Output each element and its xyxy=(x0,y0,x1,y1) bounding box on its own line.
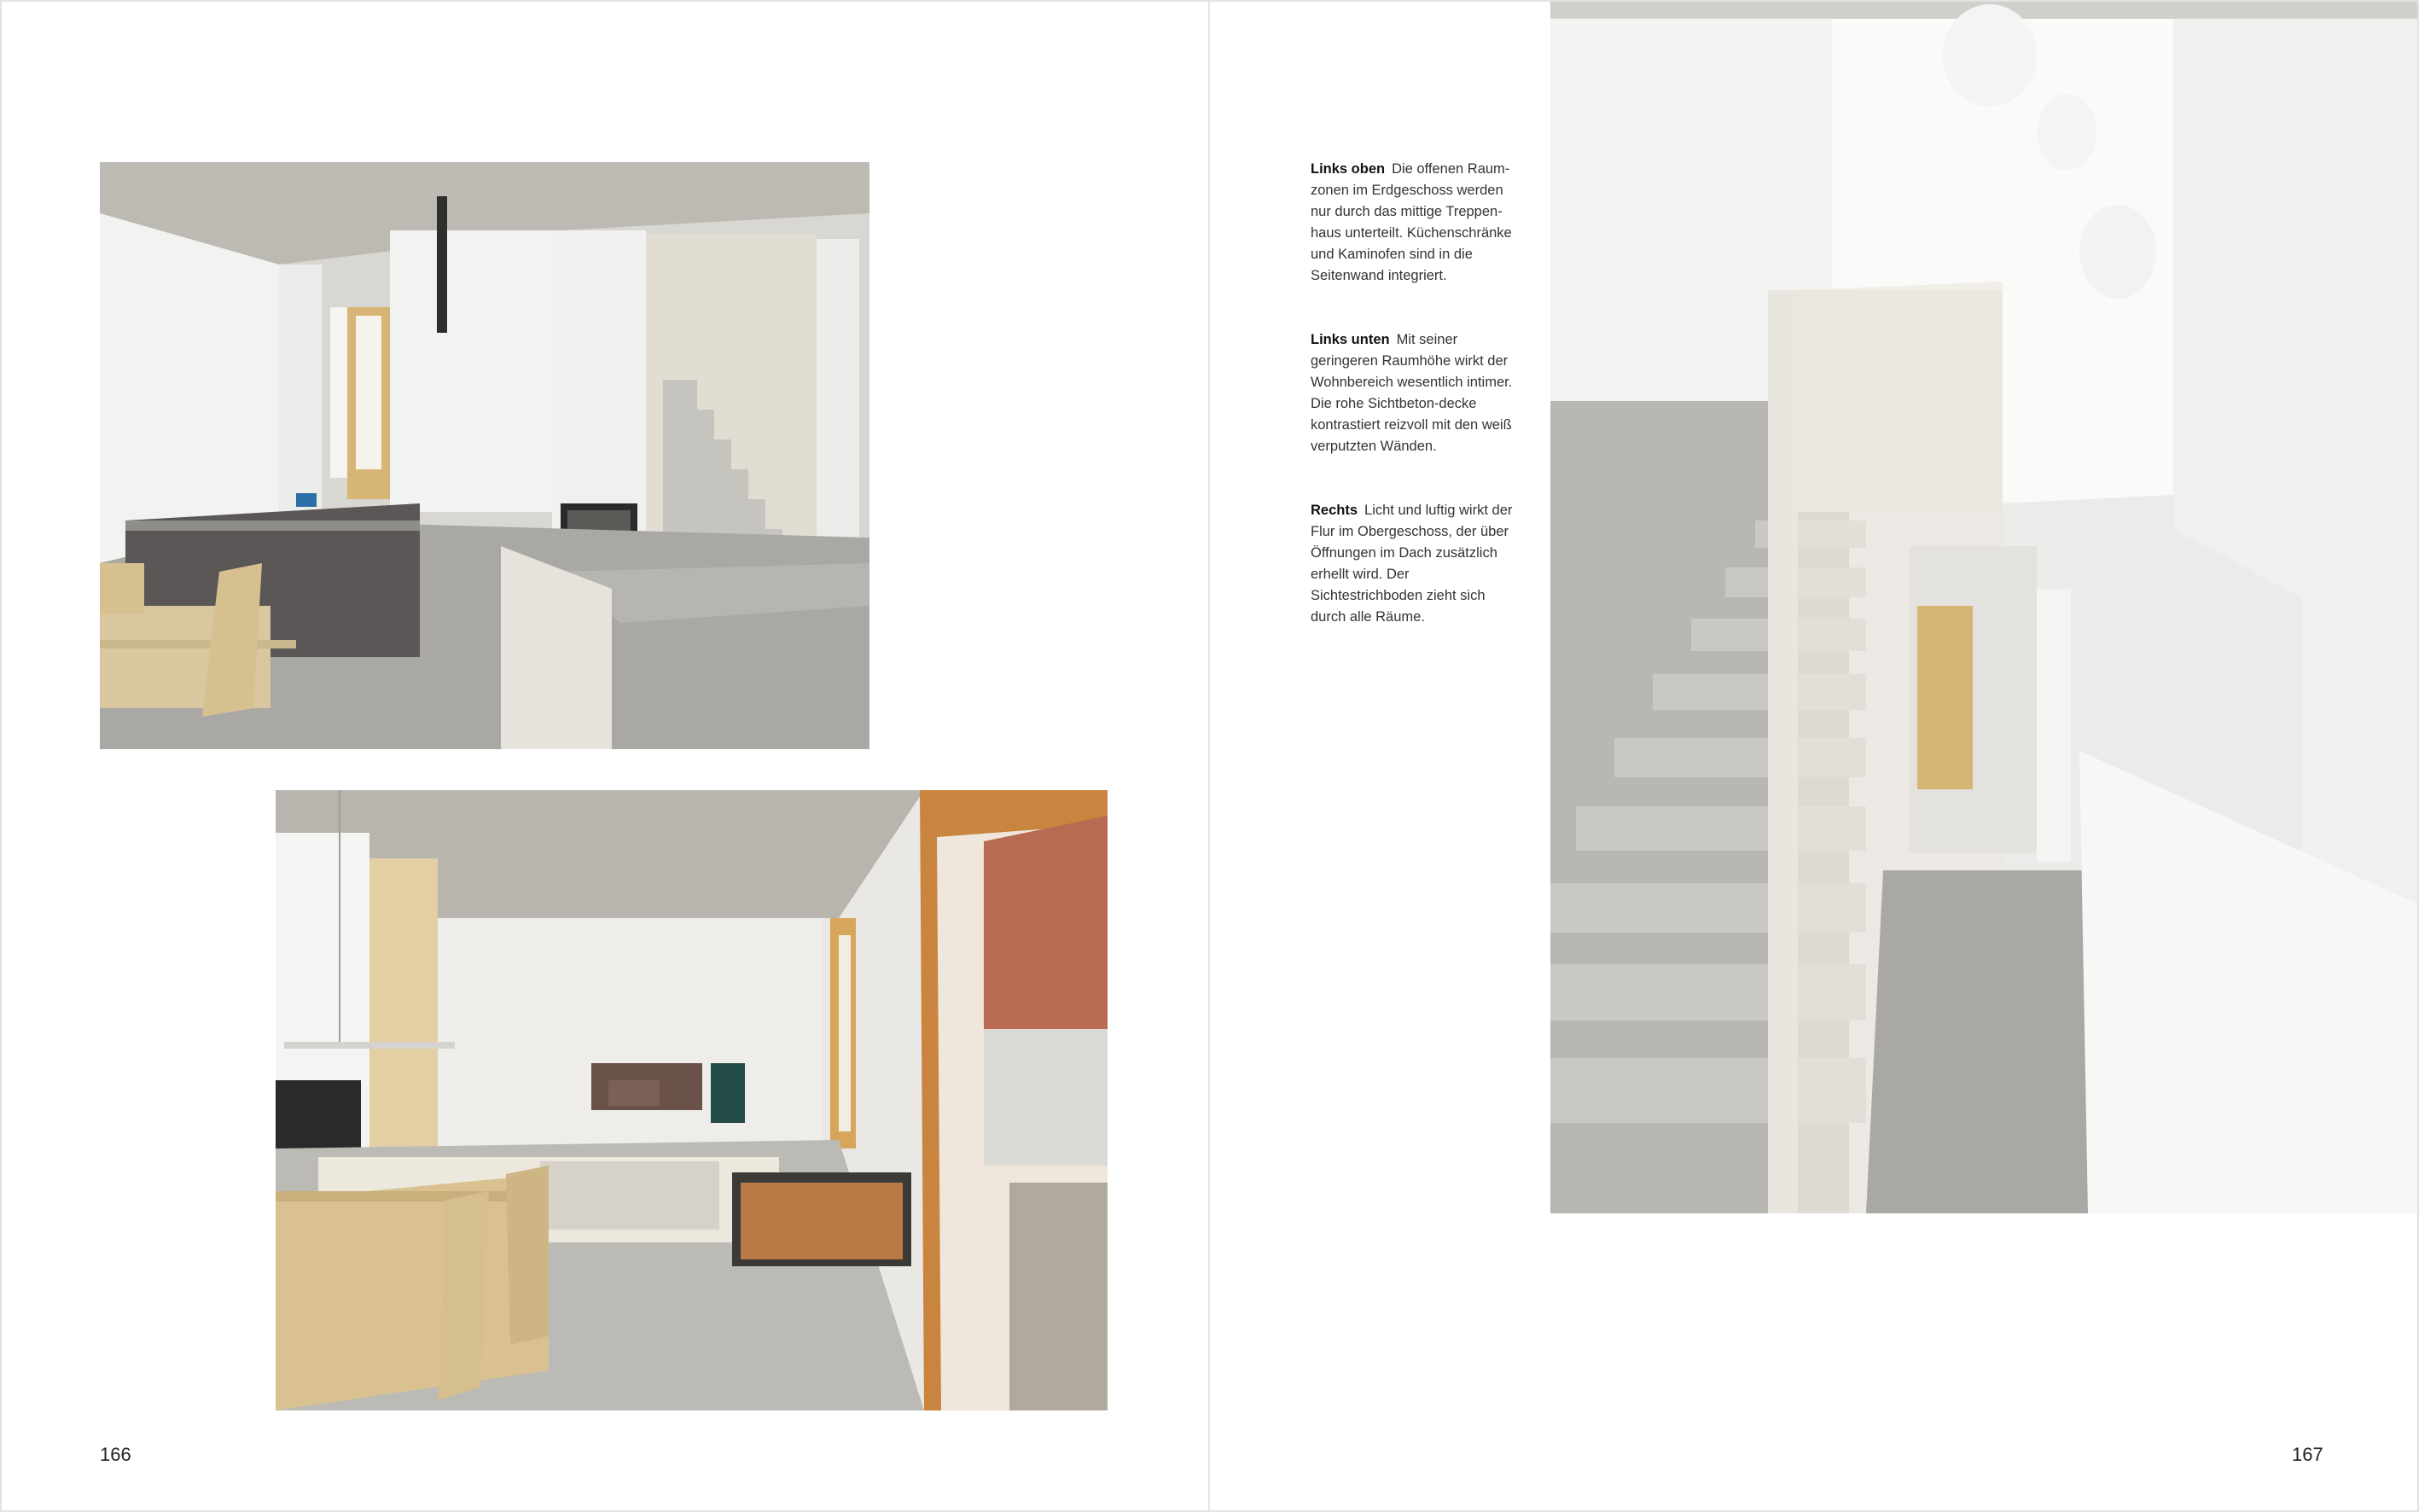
caption-links-oben xyxy=(1311,159,1515,287)
kitchen-illustration xyxy=(100,162,869,749)
staircase-illustration xyxy=(1550,0,2419,1213)
page-number-left: 166 xyxy=(100,1444,131,1465)
caption-text: Mit seiner geringeren Raumhöhe wirkt der Wohnbereich wesentlich intimer. Die rohe Sichtbeton-decke kontrastiert reizvoll mit den weiß verputzten Wänden. xyxy=(1311,332,1513,454)
caption-rechts xyxy=(1311,500,1515,628)
caption-lead: Links oben xyxy=(1311,161,1386,177)
living-room-illustration xyxy=(276,790,1108,1410)
caption-text: Die offenen Raum-zonen im Erdgeschoss werden nur durch das mittige Treppen-haus unterteilt. Küchenschränke und Kaminofen sind in die Seitenwand integriert. xyxy=(1311,161,1512,283)
photo-captions xyxy=(1311,159,1515,671)
caption-lead: Links unten xyxy=(1311,332,1390,347)
caption-text: Licht und luftig wirkt der Flur im Obergeschoss, der über Öffnungen im Dach zusätzlich erhellt wird. Der Sichtestrichboden zieht sich durch alle Räume. xyxy=(1311,503,1513,625)
page-number-right: 167 xyxy=(2292,1444,2323,1465)
photo-kitchen-ground-floor xyxy=(100,162,869,749)
caption-links-unten xyxy=(1311,329,1515,457)
photo-upper-floor-hallway xyxy=(1550,0,2419,1213)
caption-lead: Rechts xyxy=(1311,503,1358,518)
photo-living-room xyxy=(276,790,1108,1410)
